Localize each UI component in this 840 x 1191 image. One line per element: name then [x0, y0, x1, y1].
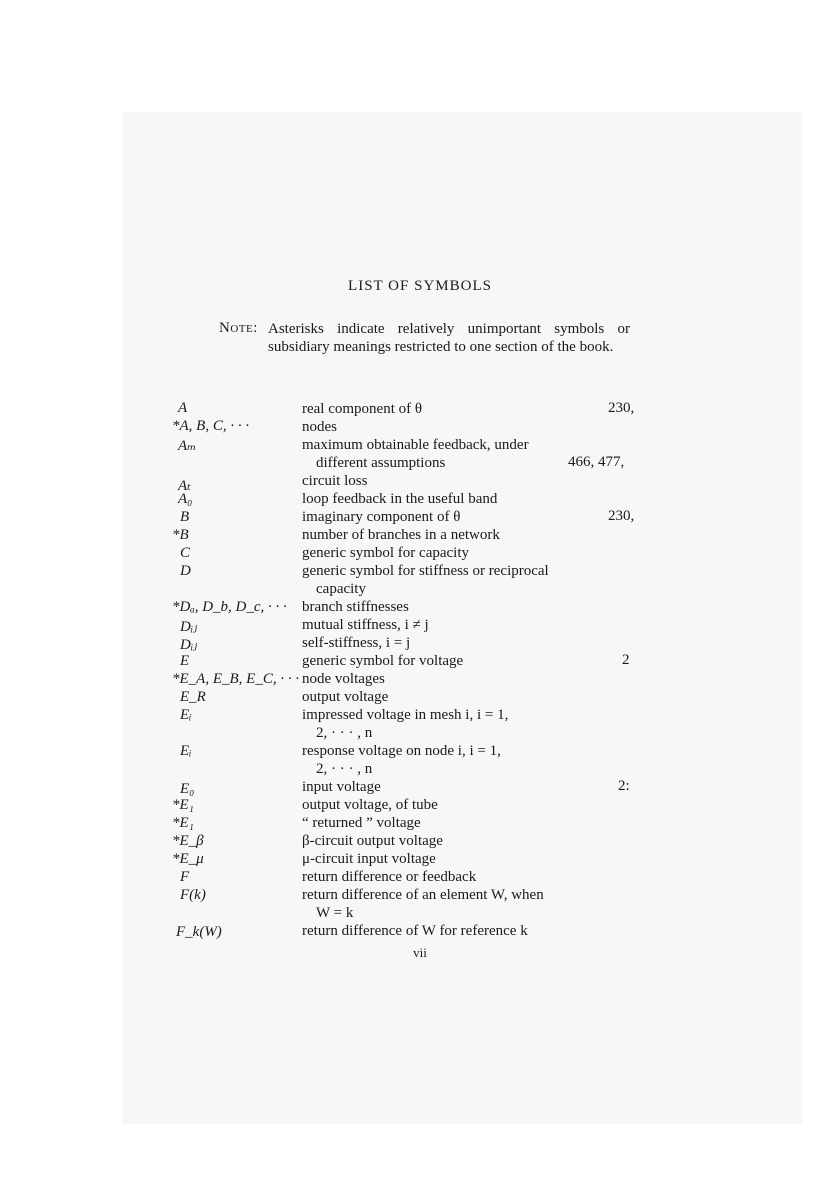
meaning: mutual stiffness, i ≠ j: [302, 617, 429, 633]
meaning: generic symbol for capacity: [302, 545, 470, 561]
symbol: *E_A, E_B, E_C, · · ·: [172, 671, 300, 687]
symbol: Aₘ: [178, 438, 197, 454]
symbol: *B: [172, 527, 189, 543]
note-label: Note:: [219, 320, 258, 336]
symbol: *E₁: [172, 797, 194, 813]
meaning: number of branches in a network: [302, 527, 500, 543]
page-ref: 230,: [608, 400, 635, 416]
meaning: return difference of an element W, when: [302, 887, 544, 903]
page-ref: 466, 477,: [568, 454, 625, 470]
meaning: loop feedback in the useful band: [302, 491, 498, 507]
meaning: generic symbol for voltage: [302, 653, 464, 669]
symbol: *E₁: [172, 815, 194, 831]
meaning: node voltages: [302, 671, 385, 687]
symbol: *A, B, C, · · ·: [172, 418, 250, 434]
note-text: Asterisks indicate relatively unimportant symbols or subsidiary meanings restricted to one section of the book.: [268, 321, 630, 355]
meaning: input voltage: [302, 779, 381, 795]
symbol: A: [178, 400, 188, 416]
symbol: Dᵢⱼ: [180, 637, 198, 653]
meaning: return difference of W for reference k: [302, 923, 528, 939]
meaning: branch stiffnesses: [302, 599, 409, 615]
meaning: circuit loss: [302, 473, 368, 489]
symbol: E: [180, 653, 190, 669]
symbol: E₀: [180, 781, 195, 797]
meaning: generic symbol for stiffness or reciprocal: [302, 563, 549, 579]
page-number: vii: [413, 945, 427, 960]
meaning: “ returned ” voltage: [302, 815, 421, 831]
page-title: LIST OF SYMBOLS: [348, 278, 492, 294]
meaning: output voltage: [302, 689, 389, 705]
symbol: F(k): [180, 887, 206, 903]
page-ref: 2: [622, 652, 630, 668]
meaning-continuation: 2, · · · , n: [316, 725, 373, 741]
symbol: Dᵢⱼ: [180, 619, 198, 635]
meaning: return difference or feedback: [302, 869, 477, 885]
meaning: response voltage on node i, i = 1,: [302, 743, 501, 759]
meaning: maximum obtainable feedback, under: [302, 437, 529, 453]
meaning: β-circuit output voltage: [302, 833, 443, 849]
meaning-continuation: different assumptions: [316, 455, 446, 471]
symbol: Eᵢ: [180, 707, 192, 723]
meaning-continuation: W = k: [316, 905, 354, 921]
symbol: Aₜ: [178, 478, 191, 494]
page-ref: 230,: [608, 508, 635, 524]
meaning: self-stiffness, i = j: [302, 635, 411, 651]
symbol: E_R: [180, 689, 206, 705]
symbol: C: [180, 545, 191, 561]
symbol: F_k(W): [176, 924, 222, 940]
symbol: *E_β: [172, 833, 204, 849]
symbol: Eᵢ: [180, 743, 192, 759]
symbol: *E_μ: [172, 851, 204, 867]
meaning: impressed voltage in mesh i, i = 1,: [302, 707, 509, 723]
meaning-continuation: capacity: [316, 581, 366, 597]
meaning: real component of θ: [302, 401, 423, 417]
meaning: nodes: [302, 419, 337, 435]
meaning-continuation: 2, · · · , n: [316, 761, 373, 777]
symbol: F: [180, 869, 190, 885]
symbol: *Dₐ, D_b, D_c, · · ·: [172, 599, 287, 615]
page-ref: 2:: [618, 778, 630, 794]
symbol: A₀: [178, 491, 193, 507]
meaning: μ-circuit input voltage: [302, 851, 436, 867]
meaning: imaginary component of θ: [302, 509, 461, 525]
symbol: B: [180, 509, 190, 525]
symbol: D: [180, 563, 191, 579]
meaning: output voltage, of tube: [302, 797, 438, 813]
